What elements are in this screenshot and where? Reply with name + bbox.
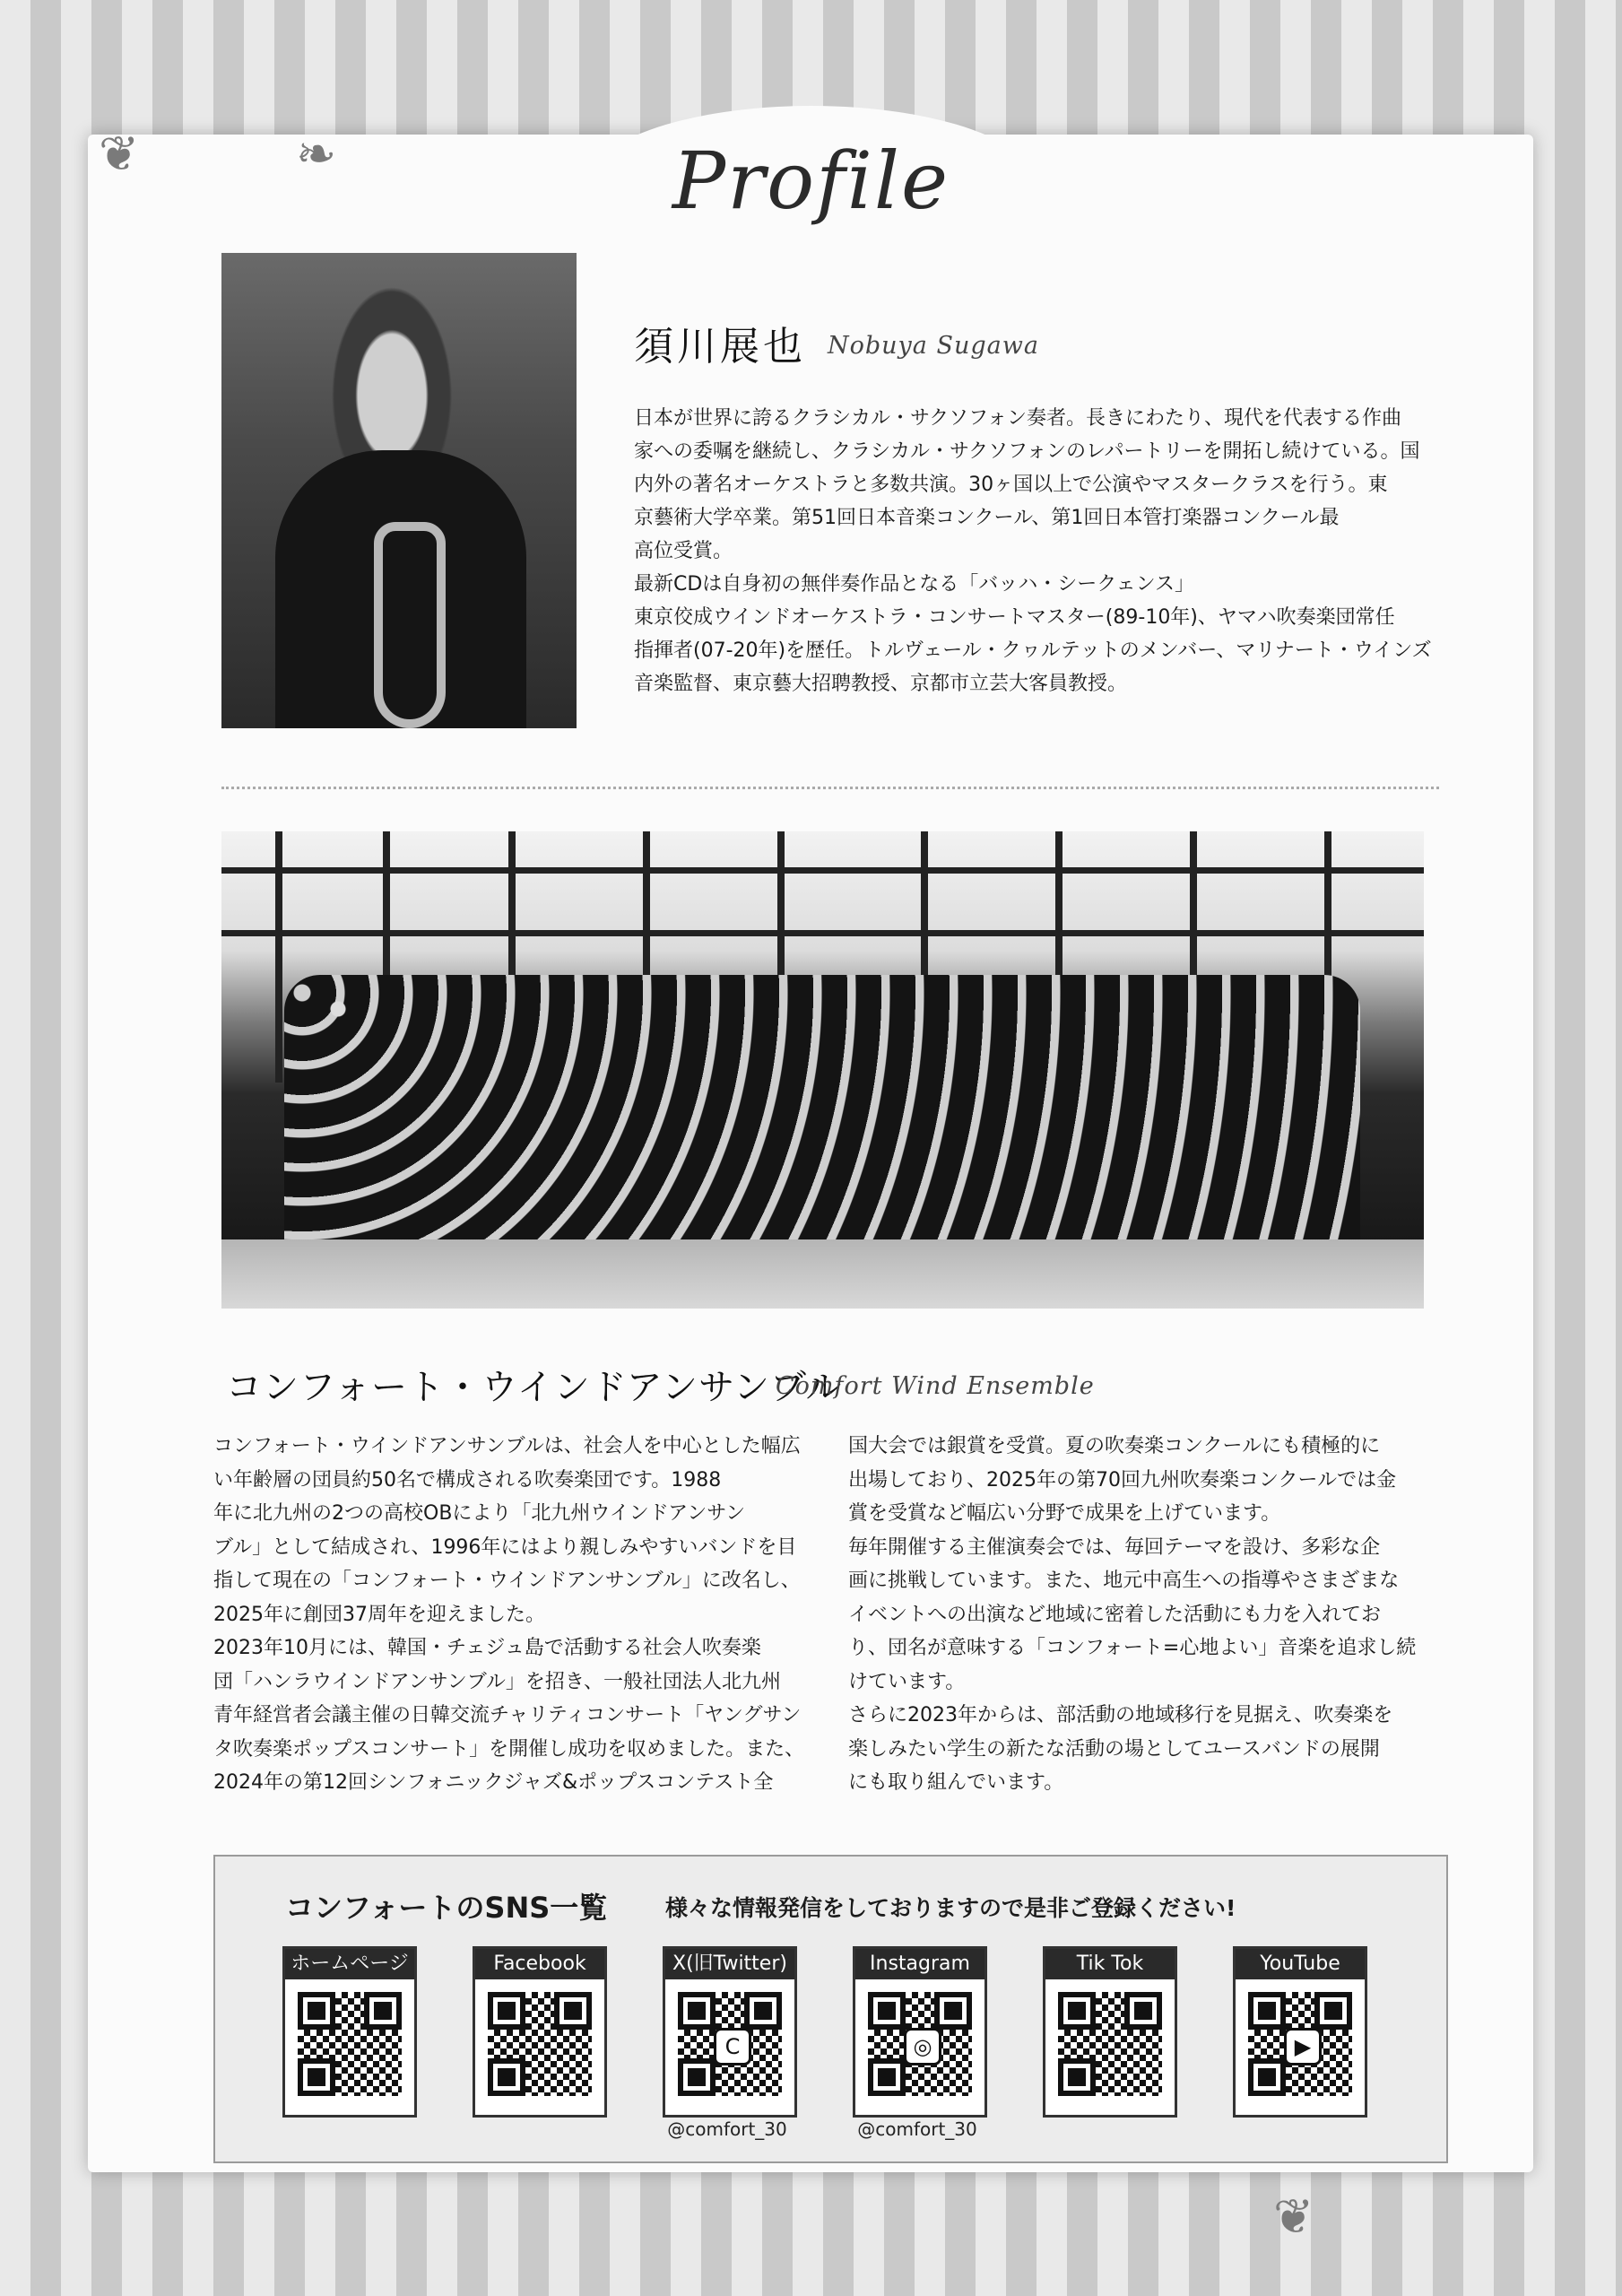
description-line: 出場しており、2025年の第70回九州吹奏楽コンクールでは金 <box>848 1468 1397 1492</box>
comfort-logo-icon: C <box>714 2028 751 2066</box>
instagram-qr-code-icon[interactable] <box>868 1992 972 2096</box>
description-line: 賞を受賞など幅広い分野で成果を上げています。 <box>848 1502 1281 1525</box>
homepage-qr-code-icon[interactable] <box>298 1992 402 2096</box>
ensemble-name-en: Comfort Wind Ensemble <box>776 1372 1095 1400</box>
sns-card-facebook[interactable] <box>473 1946 607 2118</box>
artist-name-en: Nobuya Sugawa <box>828 332 1039 360</box>
instagram-handle: @comfort_30 <box>857 2118 977 2140</box>
bio-line: 音楽監督、東京藝大招聘教授、京都市立芸大客員教授。 <box>634 673 1128 695</box>
saxophone-icon <box>374 522 446 728</box>
bio-line: 高位受賞。 <box>634 540 733 562</box>
description-line: 毎年開催する主催演奏会では、毎回テーマを設け、多彩な企 <box>848 1535 1381 1559</box>
description-line: 国大会では銀賞を受賞。夏の吹奏楽コンクールにも積極的に <box>848 1435 1381 1457</box>
description-line: 年に北九州の2つの高校OBにより「北九州ウインドアンサン <box>213 1502 746 1525</box>
sns-message: 様々な情報発信をしておりますので是非ご登録ください! <box>665 1895 1236 1921</box>
sns-card-x[interactable] <box>663 1946 797 2118</box>
sns-card-label: Facebook <box>475 1949 604 1979</box>
description-line: 画に挑戦しています。また、地元中高生への指導やさまざまな <box>848 1570 1400 1592</box>
x-handle: @comfort_30 <box>667 2118 787 2140</box>
bio-line: 指揮者(07-20年)を歴任。トルヴェール・クヮルテットのメンバー、マリナート・ウインズ <box>634 639 1432 662</box>
description-line: イベントへの出演など地域に密着した活動にも力を入れてお <box>848 1603 1382 1626</box>
artist-name-jp: 須川展也 <box>634 324 806 370</box>
description-line: ブル」として結成され、1996年にはより親しみやすいバンドを目 <box>213 1535 797 1559</box>
youtube-icon: ▶ <box>1284 2028 1322 2066</box>
description-line: 2025年に創団37周年を迎えました。 <box>213 1603 545 1626</box>
ensemble-description-left <box>213 1430 805 1800</box>
description-line: 団「ハンラウインドアンサンブル」を招き、一般社団法人北九州 <box>213 1670 781 1693</box>
tiktok-qr-code-icon[interactable] <box>1058 1992 1162 2096</box>
ornament-top-center-icon: ❧ <box>296 126 337 182</box>
sns-title: コンフォートのSNS一覧 <box>285 1891 608 1925</box>
description-line: 2024年の第12回シンフォニックジャズ&ポップスコンテスト全 <box>213 1771 774 1794</box>
ornament-bottom-right-icon: ❦ <box>1273 2188 1314 2245</box>
facebook-qr-code-icon[interactable] <box>488 1992 592 2096</box>
sns-card-label: X(旧Twitter) <box>665 1949 794 1979</box>
ensemble-name-jp: コンフォート・ウインドアンサンブル <box>226 1367 843 1408</box>
description-line: さらに2023年からは、部活動の地域移行を見据え、吹奏楽を <box>848 1704 1393 1726</box>
stage-floor <box>221 1239 1424 1309</box>
ensemble-group-photo <box>221 831 1424 1309</box>
ornament-top-left-icon: ❦ <box>99 126 140 182</box>
bio-line: 家への委嘱を継続し、クラシカル・サクソフォンのレパートリーを開拓し続けている。国 <box>634 440 1420 463</box>
ensemble-description-right <box>848 1430 1440 1800</box>
sns-card-youtube[interactable] <box>1233 1946 1367 2118</box>
sns-card-homepage[interactable] <box>282 1946 417 2118</box>
description-line: にも取り組んでいます。 <box>848 1771 1064 1794</box>
instagram-icon: ◎ <box>904 2028 941 2066</box>
bio-line: 東京佼成ウインドオーケストラ・コンサートマスター(89-10年)、ヤマハ吹奏楽団常任 <box>634 606 1395 629</box>
bio-line: 日本が世界に誇るクラシカル・サクソフォン奏者。長きにわたり、現代を代表する作曲 <box>634 407 1402 430</box>
sns-card-label: YouTube <box>1236 1949 1365 1979</box>
sns-card-instagram[interactable] <box>853 1946 987 2118</box>
description-line: 2023年10月には、韓国・チェジュ島で活動する社会人吹奏楽 <box>213 1637 761 1659</box>
page-title: Profile <box>672 135 950 227</box>
bio-line: 京藝術大学卒業。第51回日本音楽コンクール、第1回日本管打楽器コンクール最 <box>634 507 1340 529</box>
bio-line: 内外の著名オーケストラと多数共演。30ヶ国以上で公演やマスタークラスを行う。東 <box>634 474 1388 496</box>
description-line: タ吹奏楽ポップスコンサート」を開催し成功を収めました。また、 <box>213 1737 805 1761</box>
sns-card-label: ホームページ <box>285 1949 414 1979</box>
description-line: 指して現在の「コンフォート・ウインドアンサンブル」に改名し、 <box>213 1570 801 1592</box>
description-line: 楽しみたい学生の新たな活動の場としてユースバンドの展開 <box>848 1737 1380 1761</box>
description-line: コンフォート・ウインドアンサンブルは、社会人を中心とした幅広 <box>213 1435 801 1457</box>
artist-bio <box>634 402 1441 700</box>
description-line: り、団名が意味する「コンフォート=心地よい」音楽を追求し続 <box>848 1637 1417 1659</box>
bio-line: 最新CDは自身初の無伴奏作品となる「バッハ・シークェンス」 <box>634 573 1194 596</box>
description-line: 青年経営者会議主催の日韓交流チャリティコンサート「ヤングサン <box>213 1704 802 1726</box>
description-line: い年齢層の団員約50名で構成される吹奏楽団です。1988 <box>213 1468 722 1492</box>
sns-card-tiktok[interactable] <box>1043 1946 1177 2118</box>
artist-portrait <box>221 253 577 728</box>
description-line: けています。 <box>848 1670 966 1693</box>
sns-panel <box>213 1855 1448 2163</box>
sns-card-label: Tik Tok <box>1045 1949 1175 1979</box>
x-qr-code-icon[interactable] <box>678 1992 782 2096</box>
sns-card-label: Instagram <box>855 1949 984 1979</box>
youtube-qr-code-icon[interactable] <box>1248 1992 1352 2096</box>
section-divider <box>221 787 1439 789</box>
